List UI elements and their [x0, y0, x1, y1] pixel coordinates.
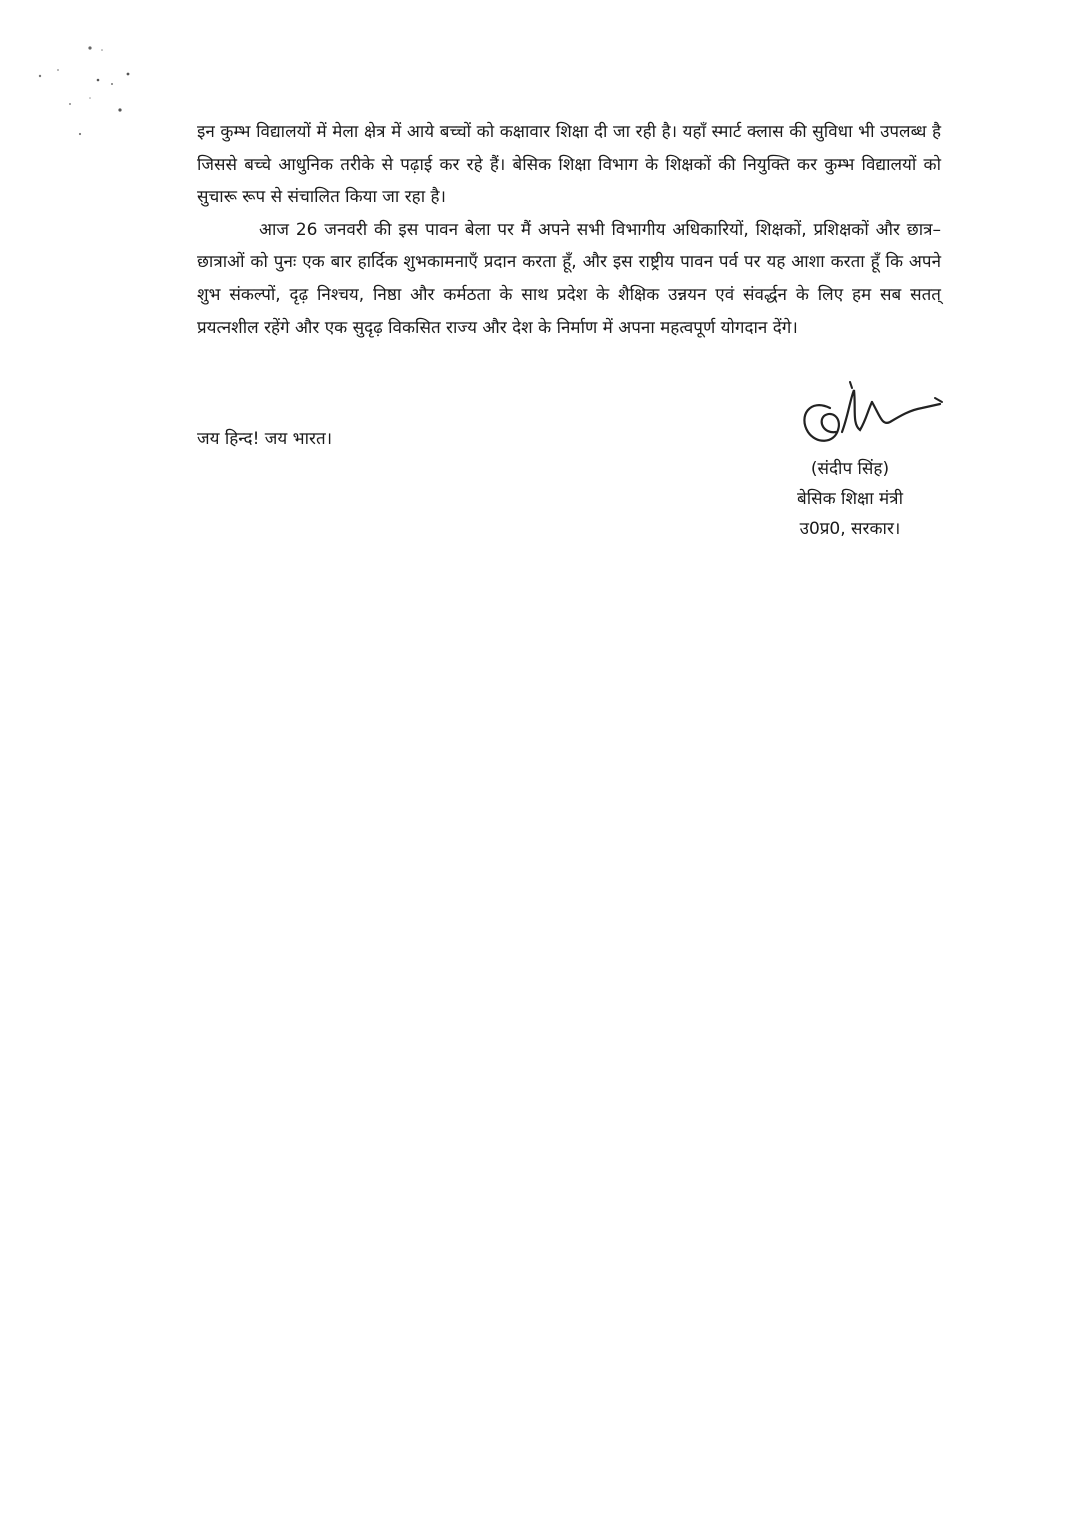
letter-paragraph-1: इन कुम्भ विद्यालयों में मेला क्षेत्र में आये बच्चों को कक्षावार शिक्षा दी जा रही है। यहाँ स्मार्ट क्लास की सुविधा भी उपलब्ध है जिससे बच्चे आधुनिक तरीके से पढ़ाई कर रहे हैं। बेसिक शिक्षा विभाग के शिक्षकों की नियुक्ति कर कुम्भ विद्यालयों को सुचारू रूप से संचालित किया जा रहा है।: [197, 122, 941, 208]
handwritten-signature: [790, 372, 950, 462]
signature-block: [760, 454, 940, 544]
scan-specks: [30, 38, 140, 138]
closing-salutation: जय हिन्द! जय भारत।: [197, 429, 333, 449]
letter-body: [197, 116, 941, 344]
letter-paragraph-2: आज 26 जनवरी की इस पावन बेला पर मैं अपने सभी विभागीय अधिकारियों, शिक्षकों, प्रशिक्षकों और छात्र–छात्राओं को पुनः एक बार हार्दिक शुभकामनाएँ प्रदान करता हूँ, और इस राष्ट्रीय पावन पर्व पर यह आशा करता हूँ कि अपने शुभ संकल्पों, दृढ़ निश्चय, निष्ठा और कर्मठता के साथ प्रदेश के शैक्षिक उन्नयन एवं संवर्द्धन के लिए हम सब सतत् प्रयत्नशील रहेंगे और एक सुदृढ़ विकसित राज्य और देश के निर्माण में अपना महत्वपूर्ण योगदान देंगे।: [197, 219, 941, 338]
signatory-designation: बेसिक शिक्षा मंत्री: [797, 489, 903, 509]
signatory-name: (संदीप सिंह): [810, 459, 890, 479]
signatory-government: उ0प्र0, सरकार।: [799, 519, 901, 539]
